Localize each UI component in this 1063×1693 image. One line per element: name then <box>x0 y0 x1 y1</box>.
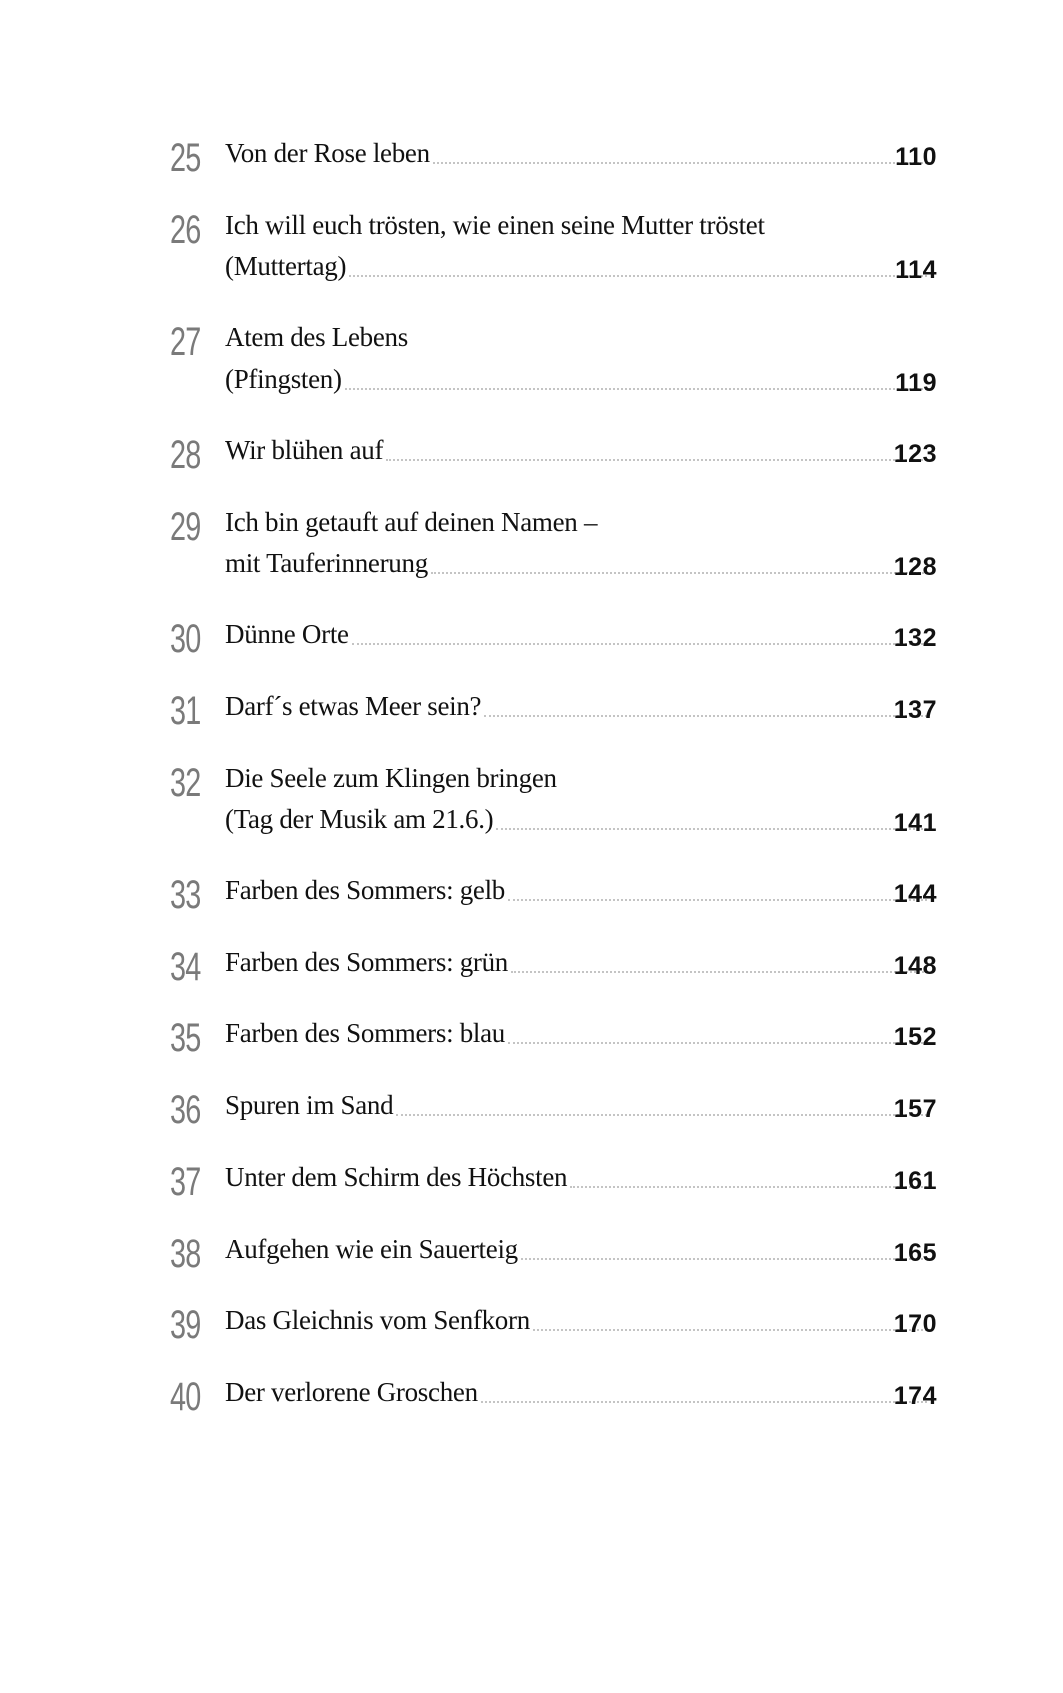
page-number: 110 <box>895 143 937 171</box>
chapter-number: 34 <box>170 945 201 989</box>
entry-title: Ich will euch trösten, wie einen seine Mutter tröstet <box>225 210 765 240</box>
page-number: 144 <box>893 880 937 908</box>
entry-title-line <box>225 1092 937 1119</box>
entry-title: Ich bin getauft auf deinen Namen – <box>225 507 598 537</box>
entry-title: Dünne Orte <box>225 619 349 649</box>
entry-title: Atem des Lebens <box>225 322 408 352</box>
chapter-number: 32 <box>170 761 201 805</box>
entry-title-line <box>225 877 937 904</box>
dot-leader <box>511 971 927 973</box>
dot-leader <box>508 899 927 901</box>
entry-title-line <box>225 1020 937 1047</box>
entry-subtitle: (Muttertag) <box>225 251 347 281</box>
entry-title: Spuren im Sand <box>225 1090 394 1120</box>
page-number: 157 <box>893 1095 937 1123</box>
page-number: 132 <box>893 624 937 652</box>
entry-title-line-2 <box>225 550 937 577</box>
dot-leader <box>484 715 927 717</box>
entry-title-line-1 <box>225 324 937 351</box>
page-number: 114 <box>895 256 937 284</box>
chapter-number: 30 <box>170 617 201 661</box>
page-number: 170 <box>893 1310 937 1338</box>
page-number: 165 <box>893 1239 937 1267</box>
entry-title-line-1 <box>225 212 937 239</box>
chapter-number: 35 <box>170 1016 201 1060</box>
page-number: 123 <box>893 440 937 468</box>
chapter-number: 28 <box>170 433 201 477</box>
entry-title: Unter dem Schirm des Höchsten <box>225 1162 568 1192</box>
dot-leader <box>521 1258 927 1260</box>
dot-leader <box>349 275 927 277</box>
page-number: 161 <box>893 1167 937 1195</box>
dot-leader <box>431 572 927 574</box>
dot-leader <box>396 1114 927 1116</box>
entry-title: Die Seele zum Klingen bringen <box>225 763 557 793</box>
entry-subtitle: (Tag der Musik am 21.6.) <box>225 804 494 834</box>
entry-title-line-2 <box>225 253 937 280</box>
entry-title: Darf´s etwas Meer sein? <box>225 691 482 721</box>
dot-leader <box>345 388 927 390</box>
entry-title: Wir blühen auf <box>225 435 384 465</box>
chapter-number: 39 <box>170 1303 201 1347</box>
entry-title: Der verlorene Groschen <box>225 1377 478 1407</box>
dot-leader <box>508 1042 927 1044</box>
chapter-number: 29 <box>170 505 201 549</box>
page-number: 152 <box>893 1023 937 1051</box>
chapter-number: 25 <box>170 136 201 180</box>
dot-leader <box>533 1329 927 1331</box>
entry-title-line <box>225 1236 937 1263</box>
entry-title-line <box>225 1307 937 1334</box>
entry-title-line <box>225 437 937 464</box>
page-number: 148 <box>893 952 937 980</box>
entry-title-line <box>225 693 937 720</box>
entry-title-line-1 <box>225 509 937 536</box>
dot-leader <box>352 643 927 645</box>
chapter-number: 38 <box>170 1232 201 1276</box>
entry-title-line <box>225 621 937 648</box>
dot-leader <box>481 1401 927 1403</box>
entry-title: Farben des Sommers: blau <box>225 1018 506 1048</box>
page-number: 128 <box>893 553 937 581</box>
dot-leader <box>496 828 927 830</box>
chapter-number: 27 <box>170 320 201 364</box>
entry-title-line-1 <box>225 765 937 792</box>
entry-title: Das Gleichnis vom Senfkorn <box>225 1305 530 1335</box>
entry-title-line <box>225 949 937 976</box>
chapter-number: 37 <box>170 1160 201 1204</box>
entry-title: Von der Rose leben <box>225 138 430 168</box>
entry-title-line <box>225 1164 937 1191</box>
page-number: 119 <box>895 369 937 397</box>
entry-subtitle: (Pfingsten) <box>225 364 342 394</box>
page-number: 141 <box>893 809 937 837</box>
entry-title-line-2 <box>225 806 937 833</box>
page-number: 174 <box>893 1382 937 1410</box>
page-number: 137 <box>893 696 937 724</box>
chapter-number: 36 <box>170 1088 201 1132</box>
dot-leader <box>570 1186 927 1188</box>
chapter-number: 31 <box>170 689 201 733</box>
dot-leader <box>386 459 927 461</box>
chapter-number: 40 <box>170 1375 201 1419</box>
entry-title-line <box>225 140 937 167</box>
dot-leader <box>433 162 927 164</box>
entry-title-line-2 <box>225 366 937 393</box>
entry-title: Farben des Sommers: grün <box>225 947 509 977</box>
entry-title: Farben des Sommers: gelb <box>225 875 506 905</box>
entry-subtitle: mit Tauferinnerung <box>225 548 428 578</box>
chapter-number: 26 <box>170 208 201 252</box>
chapter-number: 33 <box>170 873 201 917</box>
entry-title: Aufgehen wie ein Sauerteig <box>225 1234 518 1264</box>
entry-title-line <box>225 1379 937 1406</box>
